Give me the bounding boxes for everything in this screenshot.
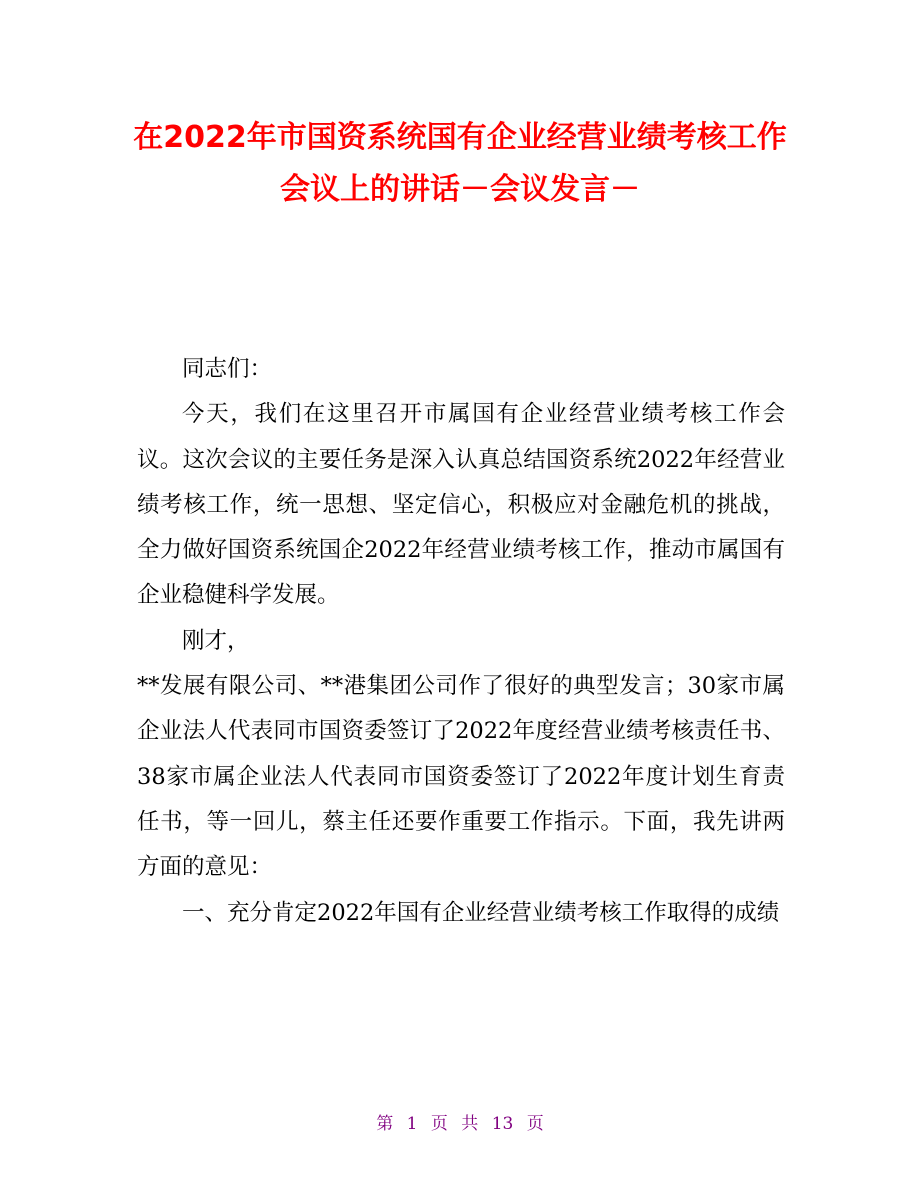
document-title: 在2022年市国资系统国有企业经营业绩考核工作会议上的讲话－会议发言－ <box>133 120 787 207</box>
document-body <box>137 347 785 936</box>
speeches-paragraph: **发展有限公司、**港集团公司作了很好的典型发言；30家市属企业法人代表同市国资委签订了2022年度经营业绩考核责任书、38家市属企业法人代表同市国资委签订了2022年度计划生育责任书，等一回儿，蔡主任还要作重要工作指示。下面，我先讲两方面的意见： <box>137 673 785 881</box>
section-heading-paragraph: 一、充分肯定2022年国有企业经营业绩考核工作取得的成绩 <box>182 899 780 926</box>
salutation-paragraph: 同志们： <box>182 356 273 382</box>
transition-paragraph: 刚才， <box>182 627 250 654</box>
intro-paragraph: 今天，我们在这里召开市属国有企业经营业绩考核工作会议。这次会议的主要任务是深入认真总结国资系统2022年经营业绩考核工作，统一思想、坚定信心，积极应对金融危机的挑战，全力做好国资系统国企2022年经营业绩考核工作，推动市属国有企业稳健科学发展。 <box>137 401 785 609</box>
page-number-footer: 第 1 页 共 13 页 <box>376 1114 544 1134</box>
